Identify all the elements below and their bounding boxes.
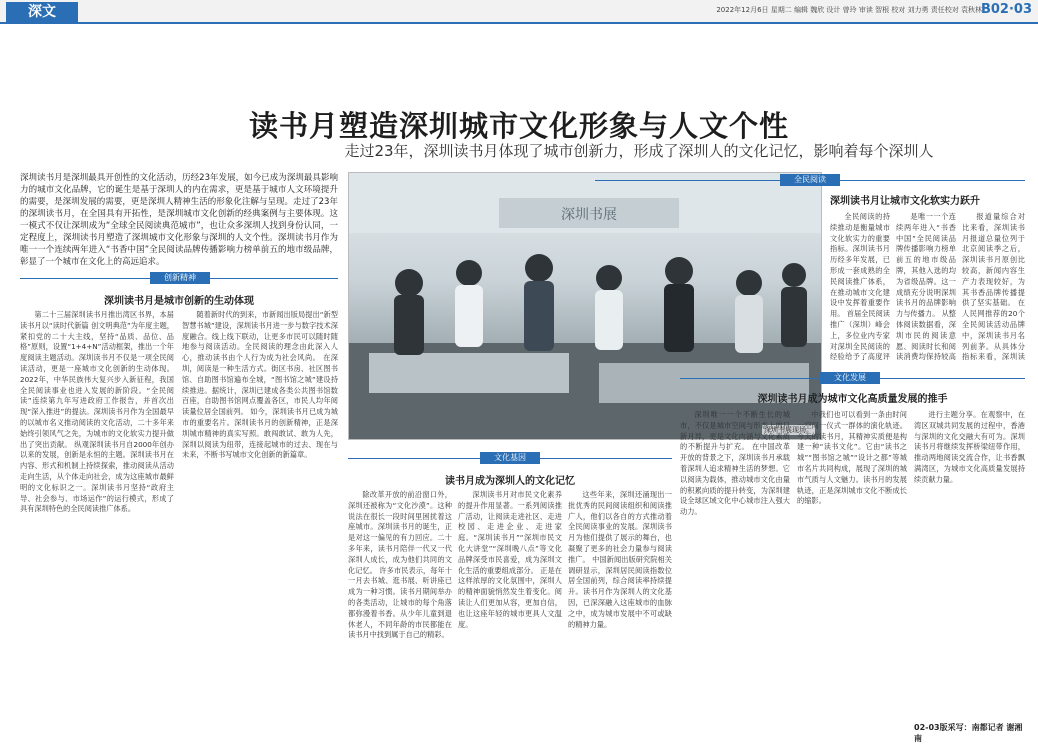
column-reading-3: 报道量综合对比来看，深圳读书月报道总量位列于北京阅读季之后，深圳读书月原创比较高，新闻内容生产力表现较好，为其书香品牌传播提供了坚实基础。 在人民网推荐的20个全民阅读活动品牌中，深圳读书月名列前茅。从具体分指标来看，深圳读 <box>962 212 1025 362</box>
section-label-development: 文化发展 <box>820 372 880 384</box>
column-culture-gene-1: 除改革开放的前沿窗口外，深圳还被称为“文化沙漠”。这种说法在很长一段时间里困扰着这座城市。深圳读书月的诞生，正是对这一偏见的有力回应。二十多年来，读书月陪伴一代又一代深圳人成长，成为他们共同的文化记忆。 许多市民表示，每年十一月去书城、逛书展、听讲座已成为一种习惯。读书月期间举办的各类活动，让城市的每个角落都弥漫着书香。从少年儿童到退休老人，不同年龄的市民都能在读书月中找到属于自己的精彩。 <box>348 490 452 640</box>
section-heading-development: 深圳读书月成为城市文化高质量发展的推手 <box>757 394 948 405</box>
section-label-reading: 全民阅读 <box>780 174 840 186</box>
section-label-innovation: 创新精神 <box>150 272 210 284</box>
column-development-3: 进行主题分享。在观察中，在湾区双城共同发展的过程中，香港与深圳的文化交融大有可为。深圳读书月将继续发挥桥梁纽带作用，推动两地阅读交流合作，让书香飘满湾区，为城市文化高质量发展持续贡献力量。 <box>914 410 1025 484</box>
column-culture-gene-3: 这些年来，深圳还涌现出一批优秀的民间阅读组织和阅读推广人，他们以各自的方式推动着全民阅读事业的发展。深圳读书月为他们提供了展示的舞台，也凝聚了更多的社会力量参与阅读推广。 中国新闻出版研究院相关调研显示，深圳居民阅读指数位居全国前列，综合阅读率持续提升。读书月作为深圳人的文化基因，已深深融入这座城市的血脉之中，成为城市发展中不可或缺的精神力量。 <box>568 490 672 629</box>
article-lead: 深圳读书月是深圳最具开创性的文化活动，历经23年发展，如今已成为深圳最具影响力的城市文化品牌，它的诞生是基于深圳人的内在需求，更是基于城市人文环境提升的需要，是深圳发展的需要，更是深圳人精神生活的形象化注解与呈现。走过了23年的深圳读书月，在全国具有开拓性，是深圳城市文化创新的经典案例与主要体现。这一模式不仅让深圳成为“全球全民阅读典范城市”，也让众多深圳人找到身份认同，一定程度上，深圳读书月塑造了深圳城市文化形象与深圳的人文个性。深圳读书月作为唯一一个连续两年进入“书香中国”全民阅读品牌传播影响力榜单前五的地市级品牌，彰显了一个城市在文化上的高远追求。 <box>20 173 338 267</box>
section-label-culture-gene: 文化基因 <box>480 452 540 464</box>
section-heading-culture-gene: 读书月成为深圳人的文化记忆 <box>445 476 575 487</box>
photo-banner-text: 深圳书展 <box>561 206 617 222</box>
column-development-1: 深圳唯一一个不断生长的城市，不仅是城市空间与形态上的日新月异，更是文化内涵与文化素质的不断提升与扩充。 在中国改革开放的背景之下，深圳读书月承载着深圳人追求精神生活的梦想。它以阅读为载体，推动城市文化由量的积累向质的提升转变，为深圳建设全球区域文化中心城市注入强大动力。 <box>680 410 790 517</box>
article-subtitle: 走过23年，深圳读书月体现了城市创新力，形成了深圳人的文化记忆，影响着每个深圳人 <box>344 142 934 160</box>
column-innovation-2: 随着新时代的到来，市新闻出版局提出“新型智慧书城”建设，深圳读书月进一步与数字技术深度融合。线上线下联动，让更多市民可以随时随地参与阅读活动。全民阅读的理念由此深入人心，推动读书由个人行为成为社会风尚。 在深圳，阅读是一种生活方式。街区书房、社区图书馆、自助图书馆遍布全城，“图书馆之城”建设持续推进。据统计，深圳已建成各类公共图书馆数百座，自助图书馆网点覆盖各区，市民人均年阅读量位居全国前列。 如今，深圳读书月已成为城市的重要名片。深圳读书月的创新精神，正是深圳城市精神的真实写照。敢闯敢试、敢为人先，深圳以阅读为纽带，连接起城市的过去、现在与未来，不断书写城市文化创新的新篇章。 <box>182 310 338 460</box>
column-reading-2: 是唯一一个连续两年进入“书香中国”全民阅读品牌传播影响力榜单前五的地市级品牌，其他入选的均为省级品牌。这一成绩充分说明深圳读书月的品牌影响力与传播力。 从整体阅读数据看，深圳市民的阅读意愿、阅读时长和阅读消费均保持较高 <box>896 212 956 362</box>
page-number: B02·03 <box>980 2 1032 17</box>
article-title: 读书月塑造深圳城市文化形象与人文个性 <box>248 109 789 143</box>
section-tag: 深文 <box>6 2 78 22</box>
column-innovation-1: 第二十三届深圳读书月推出湾区书界，本届读书月以“读时代新篇 创文明典范”为年度主题，紧扣党的二十大主线，坚持“品质、品位、品格”原则，设置“1+4+N”活动框架，推出一个年度阅读主题活动。深圳读书月不仅是一项全民阅读活动，更是一座城市文化创新的生动体现。 2022年，中华民族伟大复兴步入新征程，我国全民阅读事业也进入发展的新阶段。“全民阅读”连续第九年写进政府工作报告，并首次出现“深入推进”的提法。深圳读书月作为全国最早的以城市名义推动阅读的文化活动，二十多年来始终引领风气之先，为城市的文化软实力提升做出了突出贡献。 纵观深圳读书月自2000年创办以来的发展，创新是永恒的主题。深圳读书月在内容、形式和机制上持续探索，推动阅读从活动走向生活，从个体走向社会，成为这座城市最鲜明的文化标识之一。深圳读书月坚持“政府主导、社会参与、市场运作”的运行模式，形成了具有深圳特色的全民阅读推广体系。 <box>20 310 174 514</box>
photo-caption: 深圳书展现场。 <box>764 426 813 434</box>
header-info: 2022年12月6日 星期二 编辑 魏欣 设计 曾玲 审读 智根 校对 刘力勇 责任校对 袁秋林 <box>716 6 982 14</box>
section-heading-innovation: 深圳读书月是城市创新的生动体现 <box>104 296 254 307</box>
page-header <box>0 0 1038 24</box>
column-reading-1: 全民阅读的持续推动是衡量城市文化软实力的重要指标。深圳读书月历经多年发展，已形成一套成熟的全民阅读推广体系，在推动城市文化建设中发挥着重要作用。 首届全民阅读推广（深圳）峰会上，多位业内专家对深圳全民阅读的经验给予了高度评 <box>830 212 890 362</box>
article-byline: 02-03版采写：南都记者 谢湘南 <box>914 723 1023 743</box>
column-development-2: 中我们也可以看到一条由时间一空间一仪式一群体的演化轨迹。 今天的读书月，其精神实质便是构建一种“读书文化”。它由“读书之城”“图书馆之城”“设计之都”等城市名片共同构成，展现了深圳的城市气质与人文魅力。读书月的发展轨迹，正是深圳城市文化不断成长的缩影。 <box>797 410 907 506</box>
column-culture-gene-2: 深圳读书月对市民文化素养的提升作用显著。一系列阅读推广活动，让阅读走进社区、走进校园、走进企业、走进家庭。“深圳读书月”“深圳市民文化大讲堂”“深圳晚八点”等文化品牌深受市民喜爱，成为深圳文化生活的重要组成部分。 正是在这样浓厚的文化氛围中，深圳人的精神面貌悄然发生着变化。阅读让人们更加从容，更加自信，也让这座年轻的城市更具人文温度。 <box>458 490 562 629</box>
section-heading-reading: 深圳读书月让城市文化软实力跃升 <box>830 196 980 207</box>
